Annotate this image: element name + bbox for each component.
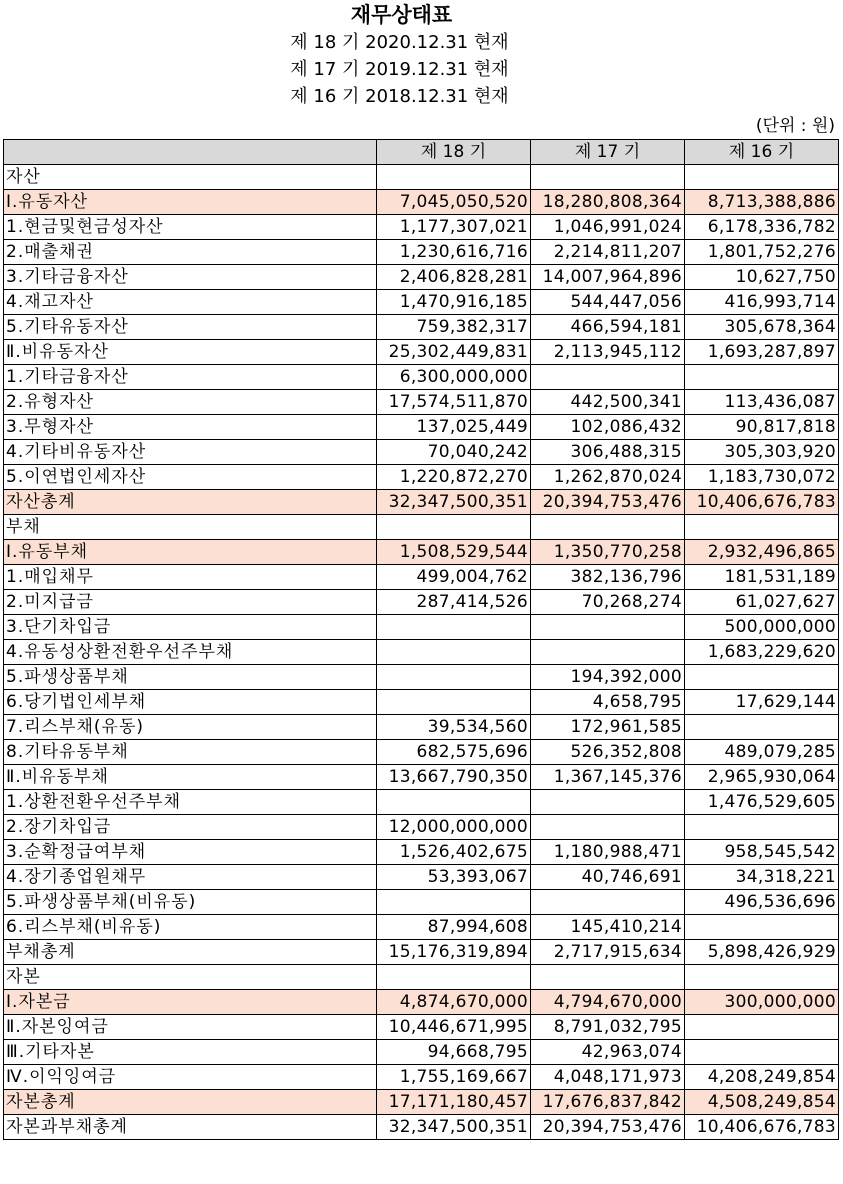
value-cell-v16: 8,713,388,886: [685, 190, 839, 215]
row-label: Ⅳ.이익잉여금: [4, 1065, 377, 1090]
value-cell-v16: 305,678,364: [685, 315, 839, 340]
value-cell-v16: [685, 915, 839, 940]
row-label: 2.매출채권: [4, 240, 377, 265]
value-cell-v17: 2,717,915,634: [531, 940, 685, 965]
row-label: Ⅲ.기타자본: [4, 1040, 377, 1065]
value-cell-v17: 102,086,432: [531, 415, 685, 440]
value-cell-v18: 15,176,319,894: [377, 940, 531, 965]
value-cell-v17: 2,214,811,207: [531, 240, 685, 265]
table-row: [4, 1065, 839, 1090]
value-cell-v16: [685, 665, 839, 690]
value-cell-v18: [377, 690, 531, 715]
value-cell-v16: [685, 1015, 839, 1040]
value-cell-v18: [377, 615, 531, 640]
table-row: [4, 1115, 839, 1140]
value-cell-v18: [377, 965, 531, 990]
value-cell-v17: 42,963,074: [531, 1040, 685, 1065]
table-row: [4, 565, 839, 590]
value-cell-v18: [377, 890, 531, 915]
value-cell-v16: 1,801,752,276: [685, 240, 839, 265]
table-row: [4, 1015, 839, 1040]
value-cell-v18: 287,414,526: [377, 590, 531, 615]
value-cell-v18: 7,045,050,520: [377, 190, 531, 215]
value-cell-v18: 137,025,449: [377, 415, 531, 440]
value-cell-v17: 306,488,315: [531, 440, 685, 465]
table-row: [4, 515, 839, 540]
value-cell-v18: 17,171,180,457: [377, 1090, 531, 1115]
value-cell-v17: [531, 965, 685, 990]
row-label: Ⅰ.자본금: [4, 990, 377, 1015]
row-label: 1.현금및현금성자산: [4, 215, 377, 240]
value-cell-v17: 40,746,691: [531, 865, 685, 890]
table-row: [4, 240, 839, 265]
table-row: [4, 765, 839, 790]
value-cell-v17: 4,794,670,000: [531, 990, 685, 1015]
value-cell-v16: 4,208,249,854: [685, 1065, 839, 1090]
value-cell-v17: 8,791,032,795: [531, 1015, 685, 1040]
value-cell-v17: 20,394,753,476: [531, 490, 685, 515]
value-cell-v17: 526,352,808: [531, 740, 685, 765]
row-label: 자산: [4, 165, 377, 190]
value-cell-v17: 70,268,274: [531, 590, 685, 615]
value-cell-v18: 25,302,449,831: [377, 340, 531, 365]
value-cell-v18: 12,000,000,000: [377, 815, 531, 840]
value-cell-v16: 489,079,285: [685, 740, 839, 765]
value-cell-v16: 181,531,189: [685, 565, 839, 590]
value-cell-v16: 300,000,000: [685, 990, 839, 1015]
table-row: [4, 490, 839, 515]
value-cell-v16: 10,627,750: [685, 265, 839, 290]
row-label: 1.매입채무: [4, 565, 377, 590]
value-cell-v16: 496,536,696: [685, 890, 839, 915]
row-label: Ⅰ.유동자산: [4, 190, 377, 215]
header-period-16: 제 16 기: [685, 140, 839, 165]
value-cell-v18: [377, 790, 531, 815]
value-cell-v17: 1,350,770,258: [531, 540, 685, 565]
value-cell-v18: 1,177,307,021: [377, 215, 531, 240]
value-cell-v17: [531, 815, 685, 840]
value-cell-v18: 70,040,242: [377, 440, 531, 465]
value-cell-v18: 32,347,500,351: [377, 490, 531, 515]
table-row: [4, 290, 839, 315]
table-row: [4, 165, 839, 190]
value-cell-v18: 32,347,500,351: [377, 1115, 531, 1140]
value-cell-v17: 145,410,214: [531, 915, 685, 940]
table-row: [4, 440, 839, 465]
value-cell-v16: [685, 515, 839, 540]
value-cell-v17: 172,961,585: [531, 715, 685, 740]
table-row: [4, 215, 839, 240]
value-cell-v16: 1,183,730,072: [685, 465, 839, 490]
row-label: 6.당기법인세부채: [4, 690, 377, 715]
row-label: 부채: [4, 515, 377, 540]
value-cell-v17: 1,367,145,376: [531, 765, 685, 790]
row-label: 자본: [4, 965, 377, 990]
row-label: 2.유형자산: [4, 390, 377, 415]
row-label: 7.리스부채(유동): [4, 715, 377, 740]
value-cell-v16: [685, 165, 839, 190]
value-cell-v17: 194,392,000: [531, 665, 685, 690]
unit-label: (단위 : 원): [755, 116, 835, 136]
value-cell-v16: 113,436,087: [685, 390, 839, 415]
row-label: 4.장기종업원채무: [4, 865, 377, 890]
value-cell-v16: [685, 965, 839, 990]
value-cell-v16: 500,000,000: [685, 615, 839, 640]
value-cell-v18: 1,470,916,185: [377, 290, 531, 315]
row-label: 3.기타금융자산: [4, 265, 377, 290]
row-label: 6.리스부채(비유동): [4, 915, 377, 940]
row-label: 자산총계: [4, 490, 377, 515]
value-cell-v17: [531, 615, 685, 640]
value-cell-v17: 1,262,870,024: [531, 465, 685, 490]
row-label: 부채총계: [4, 940, 377, 965]
header-period-18: 제 18 기: [377, 140, 531, 165]
table-row: [4, 1090, 839, 1115]
table-row: [4, 915, 839, 940]
value-cell-v17: 442,500,341: [531, 390, 685, 415]
row-label: 8.기타유동부채: [4, 740, 377, 765]
row-label: 4.유동성상환전환우선주부채: [4, 640, 377, 665]
row-label: 5.기타유동자산: [4, 315, 377, 340]
value-cell-v17: [531, 515, 685, 540]
value-cell-v16: 1,683,229,620: [685, 640, 839, 665]
value-cell-v16: 4,508,249,854: [685, 1090, 839, 1115]
row-label: 3.순확정급여부채: [4, 840, 377, 865]
row-label: 2.장기차입금: [4, 815, 377, 840]
table-row: [4, 840, 839, 865]
value-cell-v18: 6,300,000,000: [377, 365, 531, 390]
row-label: 5.파생상품부채: [4, 665, 377, 690]
table-row: [4, 465, 839, 490]
table-row: [4, 415, 839, 440]
value-cell-v18: 94,668,795: [377, 1040, 531, 1065]
value-cell-v18: 682,575,696: [377, 740, 531, 765]
table-row: [4, 265, 839, 290]
table-row: [4, 940, 839, 965]
row-label: Ⅱ.자본잉여금: [4, 1015, 377, 1040]
row-label: 3.무형자산: [4, 415, 377, 440]
row-label: 3.단기차입금: [4, 615, 377, 640]
value-cell-v16: 305,303,920: [685, 440, 839, 465]
header-blank: [4, 140, 377, 165]
value-cell-v18: [377, 665, 531, 690]
row-label: 4.재고자산: [4, 290, 377, 315]
value-cell-v18: [377, 515, 531, 540]
value-cell-v16: 1,693,287,897: [685, 340, 839, 365]
value-cell-v16: 17,629,144: [685, 690, 839, 715]
row-label: 자본총계: [4, 1090, 377, 1115]
row-label: 5.이연법인세자산: [4, 465, 377, 490]
table-row: [4, 615, 839, 640]
value-cell-v16: 958,545,542: [685, 840, 839, 865]
row-label: 4.기타비유동자산: [4, 440, 377, 465]
table-row: [4, 690, 839, 715]
table-row: [4, 865, 839, 890]
value-cell-v17: 1,046,991,024: [531, 215, 685, 240]
value-cell-v16: [685, 815, 839, 840]
value-cell-v17: 4,658,795: [531, 690, 685, 715]
value-cell-v18: 53,393,067: [377, 865, 531, 890]
value-cell-v16: 90,817,818: [685, 415, 839, 440]
value-cell-v17: 17,676,837,842: [531, 1090, 685, 1115]
table-row: [4, 590, 839, 615]
value-cell-v16: 10,406,676,783: [685, 490, 839, 515]
value-cell-v18: [377, 165, 531, 190]
table-row: [4, 640, 839, 665]
page-title: 재무상태표: [350, 3, 453, 27]
value-cell-v18: 2,406,828,281: [377, 265, 531, 290]
period-line: 제 16 기 2018.12.31 현재: [290, 86, 509, 107]
value-cell-v18: 39,534,560: [377, 715, 531, 740]
value-cell-v17: 466,594,181: [531, 315, 685, 340]
value-cell-v18: 17,574,511,870: [377, 390, 531, 415]
row-label: 2.미지급금: [4, 590, 377, 615]
row-label: 1.기타금융자산: [4, 365, 377, 390]
row-label: Ⅱ.비유동자산: [4, 340, 377, 365]
row-label: Ⅱ.비유동부채: [4, 765, 377, 790]
value-cell-v17: 14,007,964,896: [531, 265, 685, 290]
value-cell-v18: [377, 640, 531, 665]
value-cell-v17: [531, 790, 685, 815]
value-cell-v16: 34,318,221: [685, 865, 839, 890]
balance-sheet-table: [3, 139, 839, 1140]
value-cell-v17: 20,394,753,476: [531, 1115, 685, 1140]
table-row: [4, 1040, 839, 1065]
value-cell-v16: 5,898,426,929: [685, 940, 839, 965]
header-period-17: 제 17 기: [531, 140, 685, 165]
value-cell-v18: 499,004,762: [377, 565, 531, 590]
value-cell-v16: 416,993,714: [685, 290, 839, 315]
table-header-row: [4, 140, 839, 165]
value-cell-v17: 544,447,056: [531, 290, 685, 315]
value-cell-v18: 13,667,790,350: [377, 765, 531, 790]
table-row: [4, 715, 839, 740]
value-cell-v17: 18,280,808,364: [531, 190, 685, 215]
table-row: [4, 340, 839, 365]
row-label: Ⅰ.유동부채: [4, 540, 377, 565]
value-cell-v16: [685, 365, 839, 390]
row-label: 5.파생상품부채(비유동): [4, 890, 377, 915]
table-row: [4, 815, 839, 840]
value-cell-v16: 61,027,627: [685, 590, 839, 615]
table-row: [4, 390, 839, 415]
value-cell-v17: [531, 640, 685, 665]
value-cell-v16: 1,476,529,605: [685, 790, 839, 815]
value-cell-v18: 10,446,671,995: [377, 1015, 531, 1040]
table-row: [4, 190, 839, 215]
value-cell-v16: 2,965,930,064: [685, 765, 839, 790]
value-cell-v17: [531, 890, 685, 915]
table-row: [4, 540, 839, 565]
row-label: 자본과부채총계: [4, 1115, 377, 1140]
value-cell-v18: 1,220,872,270: [377, 465, 531, 490]
value-cell-v18: 1,755,169,667: [377, 1065, 531, 1090]
table-row: [4, 365, 839, 390]
table-row: [4, 790, 839, 815]
value-cell-v18: 759,382,317: [377, 315, 531, 340]
period-line: 제 17 기 2019.12.31 현재: [290, 59, 509, 80]
value-cell-v17: 382,136,796: [531, 565, 685, 590]
table-row: [4, 890, 839, 915]
value-cell-v18: 1,508,529,544: [377, 540, 531, 565]
table-row: [4, 990, 839, 1015]
table-row: [4, 315, 839, 340]
table-row: [4, 665, 839, 690]
value-cell-v16: 6,178,336,782: [685, 215, 839, 240]
value-cell-v16: [685, 715, 839, 740]
period-line: 제 18 기 2020.12.31 현재: [290, 32, 509, 53]
value-cell-v17: [531, 165, 685, 190]
value-cell-v18: 87,994,608: [377, 915, 531, 940]
table-row: [4, 965, 839, 990]
value-cell-v17: [531, 365, 685, 390]
table-row: [4, 740, 839, 765]
value-cell-v18: 1,230,616,716: [377, 240, 531, 265]
value-cell-v16: 10,406,676,783: [685, 1115, 839, 1140]
value-cell-v17: 2,113,945,112: [531, 340, 685, 365]
value-cell-v18: 1,526,402,675: [377, 840, 531, 865]
value-cell-v16: 2,932,496,865: [685, 540, 839, 565]
value-cell-v17: 1,180,988,471: [531, 840, 685, 865]
value-cell-v16: [685, 1040, 839, 1065]
row-label: 1.상환전환우선주부채: [4, 790, 377, 815]
value-cell-v17: 4,048,171,973: [531, 1065, 685, 1090]
value-cell-v18: 4,874,670,000: [377, 990, 531, 1015]
